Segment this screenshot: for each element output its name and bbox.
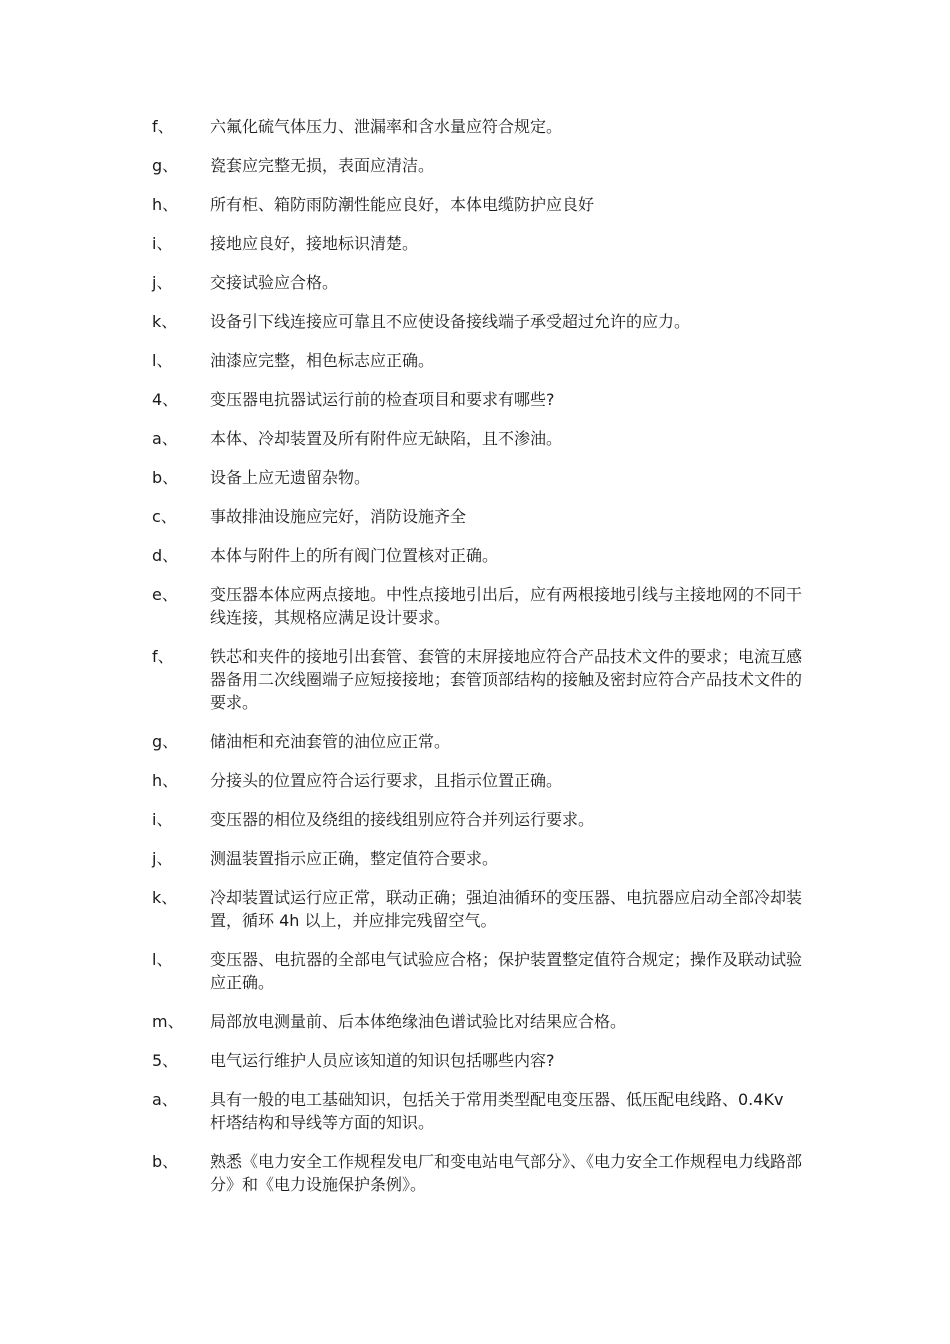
list-item xyxy=(152,193,802,216)
item-marker: g、 xyxy=(152,732,179,751)
item-marker: l、 xyxy=(152,950,173,969)
document-list xyxy=(152,115,802,1212)
item-text: 油漆应完整，相色标志应正确。 xyxy=(210,351,435,370)
list-item xyxy=(152,232,802,255)
item-text: 瓷套应完整无损，表面应清洁。 xyxy=(210,156,435,175)
list-item xyxy=(152,427,802,450)
item-text: 本体与附件上的所有阀门位置核对正确。 xyxy=(210,546,499,565)
item-marker: k、 xyxy=(152,888,178,907)
item-text: 铁芯和夹件的接地引出套管、套管的末屏接地应符合产品技术文件的要求；电流互感器备用二次线圈端子应短接接地；套管顶部结构的接触及密封应符合产品技术文件的要求。 xyxy=(210,647,803,712)
item-text: 电气运行维护人员应该知道的知识包括哪些内容? xyxy=(210,1051,555,1070)
list-item xyxy=(152,808,802,831)
list-item xyxy=(152,948,802,994)
item-marker: a、 xyxy=(152,429,178,448)
item-text: 变压器的相位及绕组的接线组别应符合并列运行要求。 xyxy=(210,810,595,829)
list-item xyxy=(152,466,802,489)
item-marker: m、 xyxy=(152,1012,184,1031)
list-item xyxy=(152,847,802,870)
item-marker: j、 xyxy=(152,273,173,292)
item-marker: a、 xyxy=(152,1090,178,1109)
list-item xyxy=(152,505,802,528)
item-text: 交接试验应合格。 xyxy=(210,273,339,292)
item-text: 变压器电抗器试运行前的检查项目和要求有哪些? xyxy=(210,390,555,409)
list-item xyxy=(152,583,802,629)
item-marker: d、 xyxy=(152,546,179,565)
list-item xyxy=(152,310,802,333)
item-text: 接地应良好，接地标识清楚。 xyxy=(210,234,419,253)
list-item xyxy=(152,1049,802,1072)
list-item xyxy=(152,544,802,567)
item-marker: c、 xyxy=(152,507,177,526)
list-item xyxy=(152,388,802,411)
list-item xyxy=(152,1010,802,1033)
item-text: 冷却装置试运行应正常，联动正确；强迫油循环的变压器、电抗器应启动全部冷却装置，循环 4h 以上，并应排完残留空气。 xyxy=(210,888,803,930)
item-marker: g、 xyxy=(152,156,179,175)
item-text: 分接头的位置应符合运行要求，且指示位置正确。 xyxy=(210,771,563,790)
item-marker: i、 xyxy=(152,810,173,829)
item-text: 本体、冷却装置及所有附件应无缺陷，且不渗油。 xyxy=(210,429,563,448)
item-marker: h、 xyxy=(152,195,179,214)
item-text: 六氟化硫气体压力、泄漏率和含水量应符合规定。 xyxy=(210,117,563,136)
list-item xyxy=(152,154,802,177)
item-text: 变压器本体应两点接地。中性点接地引出后，应有两根接地引线与主接地网的不同干线连接，其规格应满足设计要求。 xyxy=(210,585,803,627)
list-item xyxy=(152,115,802,138)
list-item xyxy=(152,1150,802,1196)
item-marker: 4、 xyxy=(152,390,179,409)
list-item xyxy=(152,645,802,714)
item-text: 设备上应无遗留杂物。 xyxy=(210,468,371,487)
list-item xyxy=(152,730,802,753)
item-text: 局部放电测量前、后本体绝缘油色谱试验比对结果应合格。 xyxy=(210,1012,627,1031)
item-marker: b、 xyxy=(152,1152,179,1171)
item-marker: 5、 xyxy=(152,1051,179,1070)
item-marker: h、 xyxy=(152,771,179,790)
item-marker: e、 xyxy=(152,585,178,604)
item-marker: j、 xyxy=(152,849,173,868)
item-text: 测温装置指示应正确，整定值符合要求。 xyxy=(210,849,499,868)
item-marker: f、 xyxy=(152,117,174,136)
item-marker: k、 xyxy=(152,312,178,331)
item-text: 设备引下线连接应可靠且不应使设备接线端子承受超过允许的应力。 xyxy=(210,312,691,331)
item-marker: f、 xyxy=(152,647,174,666)
item-marker: i、 xyxy=(152,234,173,253)
item-text: 熟悉《电力安全工作规程发电厂和变电站电气部分》、《电力安全工作规程电力线路部分》和《电力设施保护条例》。 xyxy=(210,1152,803,1194)
item-text: 变压器、电抗器的全部电气试验应合格；保护装置整定值符合规定；操作及联动试验应正确。 xyxy=(210,950,803,992)
list-item xyxy=(152,769,802,792)
item-marker: b、 xyxy=(152,468,179,487)
list-item xyxy=(152,349,802,372)
list-item xyxy=(152,886,802,932)
item-text: 所有柜、箱防雨防潮性能应良好，本体电缆防护应良好 xyxy=(210,195,595,214)
item-marker: l、 xyxy=(152,351,173,370)
item-text: 储油柜和充油套管的油位应正常。 xyxy=(210,732,451,751)
list-item xyxy=(152,271,802,294)
item-text: 事故排油设施应完好，消防设施齐全 xyxy=(210,507,467,526)
list-item xyxy=(152,1088,802,1134)
item-text: 具有一般的电工基础知识，包括关于常用类型配电变压器、低压配电线路、0.4Kv 杆塔结构和导线等方面的知识。 xyxy=(210,1090,784,1132)
